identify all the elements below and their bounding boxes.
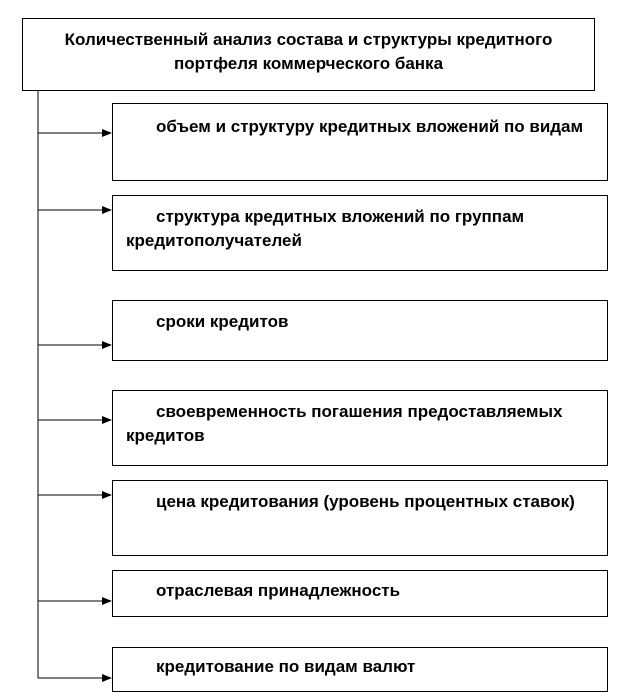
item-text-3: сроки кредитов xyxy=(156,312,289,331)
title-box xyxy=(22,18,595,91)
item-box-7 xyxy=(112,647,608,692)
item-text-6: отраслевая принадлежность xyxy=(156,581,401,600)
item-box-6 xyxy=(112,570,608,617)
item-text-7: кредитование по видам валют xyxy=(156,657,416,676)
item-text-2: структура кредитных вложений по группам кредитополучателей xyxy=(126,207,525,250)
item-text-4: своевременность погашения предоставляемых кредитов xyxy=(126,402,563,445)
item-box-5 xyxy=(112,480,608,556)
item-text-1: объем и структуру кредитных вложений по видам xyxy=(156,117,584,136)
item-box-3 xyxy=(112,300,608,361)
item-box-2 xyxy=(112,195,608,271)
item-box-4 xyxy=(112,390,608,466)
item-text-5: цена кредитования (уровень процентных ставок) xyxy=(156,492,575,511)
item-box-1 xyxy=(112,103,608,181)
title-text: Количественный анализ состава и структуры кредитного портфеля коммерческого банка xyxy=(64,30,553,73)
